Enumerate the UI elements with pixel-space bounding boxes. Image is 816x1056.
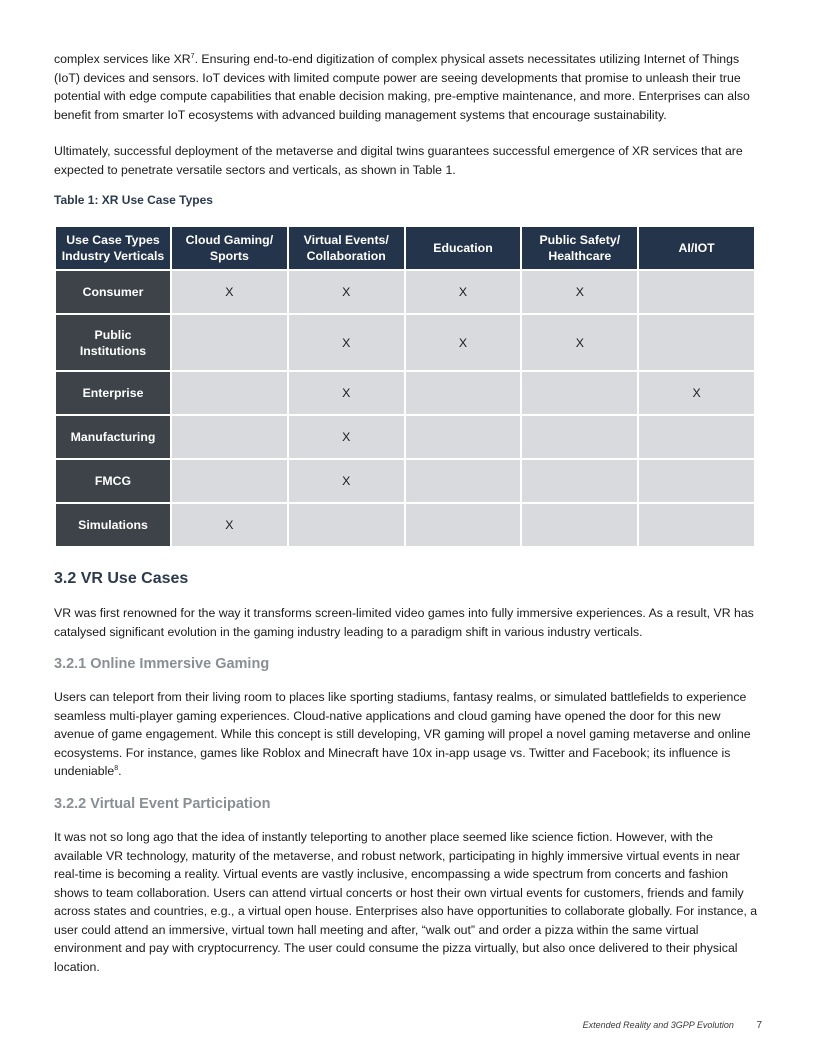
table-row: [56, 416, 754, 458]
table-cell: [639, 271, 754, 313]
table-header-row: [56, 227, 754, 269]
table-cell: [639, 460, 754, 502]
table-cell: X: [289, 460, 404, 502]
table-cell: X: [406, 271, 521, 313]
table-cell: [522, 504, 637, 546]
table-row: [56, 372, 754, 414]
column-header: Public Safety/ Healthcare: [522, 227, 637, 269]
column-header: Education: [406, 227, 521, 269]
paragraph-text: Users can teleport from their living room to places like sporting stadiums, fantasy realms, or simulated battlefields to experience seamless multi-player gaming experiences. Cloud-native applications and cloud gaming have opened the door for this new avenue of game engagement. While this concept is still developing, VR gaming will propel a novel gaming metaverse and online ecosystems. For instance, games like Roblox and Minecraft have 10x in-app usage vs. Twitter and Facebook; its influence is undeniable: [54, 690, 751, 778]
table-cell: [172, 416, 287, 458]
column-header: Cloud Gaming/ Sports: [172, 227, 287, 269]
table-cell: [406, 460, 521, 502]
table-cell: X: [289, 372, 404, 414]
table-cell: [289, 504, 404, 546]
paragraph-intro: [54, 50, 762, 124]
table-cell: X: [172, 271, 287, 313]
table-caption: Table 1: XR Use Case Types: [54, 193, 213, 207]
table-cell: X: [406, 315, 521, 370]
row-header: FMCG: [56, 460, 170, 502]
table-cell: [522, 372, 637, 414]
table-cell: [522, 460, 637, 502]
page-number: 7: [756, 1020, 762, 1031]
section-3-2-body: VR was first renowned for the way it transforms screen-limited video games into fully immersive experiences. As a result, VR has catalysed significant evolution in the gaming industry leading to a paradigm shift in various industry verticals.: [54, 606, 754, 639]
xr-use-case-table: [54, 225, 756, 548]
table-cell: [639, 504, 754, 546]
section-3-2-2-body: It was not so long ago that the idea of instantly teleporting to another place seemed like science fiction. However, with the available VR technology, maturity of the metaverse, and robust network, participating in highly immersive virtual events in near real-time is becoming a reality. Virtual events are vastly inclusive, encompassing a wide spectrum from concerts and fashion shows to team collaboration. Users can attend virtual concerts or host their own virtual events for customers, friends and family across states and countries, e.g., a virtual open house. Enterprises also have opportunities to collaborate globally. For instance, a user could attend an immersive, virtual town hall meeting and after, “walk out” and order a pizza within the same virtual environment and pay with cryptocurrency. The user could consume the pizza virtually, but also once delivered to their physical location.: [54, 830, 758, 974]
table-cell: X: [639, 372, 754, 414]
table-cell: X: [289, 271, 404, 313]
section-heading-3-2-2: 3.2.2 Virtual Event Participation: [54, 796, 271, 812]
footnote-ref-8[interactable]: 8: [114, 765, 119, 772]
table-cell: [172, 460, 287, 502]
paragraph-text: . Ensuring end-to-end digitization of complex physical assets necessitates utilizing Internet of Things (IoT) devices and sensors. IoT devices with limited compute power are seeing developments that promise to unleash their true potential with edge compute capabilities that enable decision making, pre-emptive maintenance, and more. Enterprises can also benefit from smarter IoT ecosystems with advanced building management systems that encourage sustainability.: [54, 52, 750, 122]
row-header: Enterprise: [56, 372, 170, 414]
corner-header: Use Case Types Industry Verticals: [56, 227, 170, 269]
paragraph-text: complex services like XR: [54, 52, 191, 66]
table-cell: X: [289, 315, 404, 370]
section-heading-3-2: 3.2 VR Use Cases: [54, 570, 189, 587]
table-row: [56, 460, 754, 502]
table-cell: [522, 416, 637, 458]
table-cell: [406, 416, 521, 458]
section-heading-3-2-1: 3.2.1 Online Immersive Gaming: [54, 656, 270, 672]
row-header: Consumer: [56, 271, 170, 313]
table-row: [56, 504, 754, 546]
row-header: Public Institutions: [56, 315, 170, 370]
page-footer: [583, 1020, 762, 1031]
table-cell: [639, 315, 754, 370]
table-row: [56, 271, 754, 313]
section-3-2-1-body: Users can teleport from their living room to places like sporting stadiums, fantasy realms, or simulated battlefields to experience seamless multi-player gaming experiences. Cloud-native applications and cloud gaming have opened the door for this new avenue of game engagement. While this concept is still developing, VR gaming will propel a novel gaming metaverse and online ecosystems. For instance, games like Roblox and Minecraft have 10x in-app usage vs. Twitter and Facebook; its influence is undeniable$^8$.: [54, 690, 751, 778]
table-cell: X: [289, 416, 404, 458]
table-cell: [172, 372, 287, 414]
table-cell: [639, 416, 754, 458]
paragraph-ultimately: Ultimately, successful deployment of the metaverse and digital twins guarantees successful emergence of XR services that are expected to penetrate versatile sectors and verticals, as shown in Table 1.: [54, 144, 743, 177]
row-header: Manufacturing: [56, 416, 170, 458]
row-header: Simulations: [56, 504, 170, 546]
table-cell: [406, 372, 521, 414]
column-header: AI/IOT: [639, 227, 754, 269]
table-cell: [172, 315, 287, 370]
table-cell: X: [522, 315, 637, 370]
footnote-ref-7[interactable]: 7: [190, 53, 195, 60]
table-cell: X: [522, 271, 637, 313]
table-row: [56, 315, 754, 370]
table-cell: X: [172, 504, 287, 546]
column-header: Virtual Events/ Collaboration: [289, 227, 404, 269]
footer-document-title: Extended Reality and 3GPP Evolution: [582, 1020, 734, 1030]
table-cell: [406, 504, 521, 546]
